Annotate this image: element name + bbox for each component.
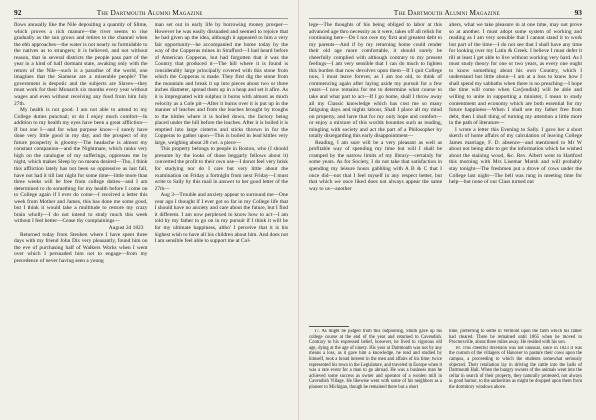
column-1 [14, 22, 148, 419]
footnote: 17. As might be judged from this outpouring, Smith gave up his college course at the end of the year and returned to Cavendish. Contrary to his expressed belief, however, he lived to vigorous old age, dying at the age of ninety. His year at Dartmouth was not by any means a loss, as it gave him a knowledge, he read and studied by himself, took a broad interest in the men and affairs of his time; twice represented his town in the Legislature, and traveled in Europe when it was a rare event for a man to go abroad. He was a business man he achieved some success as owner and operator of a woolen mill in Cavendish Village. He likewise went with some of his neighbors as a pioneer to Michigan, though he remained there but a short [309, 329, 442, 390]
column-2 [155, 22, 289, 419]
date-heading: August 2d 1823 [108, 224, 144, 231]
paragraph: Reading, I am sure will be a very pleasant as well as profitable way of spending my time but will I shall be cramped by the narrow limits of my library—certainly for some years. As for Society, I do not take that satisfaction in spending my leisure hours gabbling with A B & C that I once did—not that I feel myself in any respect better, but that which we once liked does not always appear the same way to us—another [309, 139, 442, 192]
paragraph: man set out in early life by borrowing money prosper—However he was easily dissuaded and seemed to rejoice that he had given up the idea, although it appeared to him a very fair opportunity—he accompanied me home today by the way of the Copperas mines in Strafford—I had heard before of American Copperas, but had forgotten that it was the Country that produced it—The hill where it is found is considerably large principally covered with this stone from which the Copperas is made. They first dig the stone from the mountain and break it up into pieces about two or three inches diameter, spread them up in a heap and set it afire. As it is impregnated with sulphur it burns with almost as much velocity as a Cole pit—After it burns over it is put up in the manner of leaches and from the leaches brought by troughs to the kittles where it is boiled down, the factory being placed under the hill before the leaches. After it is boiled it is emptied into large cisterns and sticks thrown in for the Copperas to gather upon—This is boiled in lead kittles very large, weighing about 28 cwt. a piece— [154, 22, 288, 146]
footnote-column-2 [449, 329, 582, 419]
paragraph: I wrote a letter this Evening to Sally. I gave her a short sketch of home affairs of my calculation of leaving College James marriage, F. D. absence—and mentioned to Mr W about not being able to get the information which he wished about the staining wood, &c. Rev. Albert went to Hartford this morning with Mrs Lisemar Marsh and will probably stay tonight—The freshmen put a drove of cows under the College last night—The bell was rung in meeting time for help—but none of our Class turned out [449, 126, 582, 186]
page-number: 92 [14, 8, 22, 17]
footnotes [309, 329, 582, 419]
running-title: The Dartmouth Alumni Magazine [96, 8, 203, 17]
paragraph: My health is not good. I am not able to attend to my College duties punctual; or do I enjoy much comfort—In addition to my health my eyes have been a great affliction—If but one I—and for what purpose know—I surely have done very little good in my day, and the prospect of my future prosperity is gloomy—The headache is almost my constant companion—and the Nightmare, which ranks very high on the catalogue of my sufferings, oppresses me by night, which makes Sleep by no means desired—Tho, I think this affliction lately has not been so oppressive as last fall, have not had it till last night for some time—little more than three weeks will be free from college duties—and I am determined to do something for my health before I come on to College again if I ever do come—I received a letter this week from Mother and James, this has done me some good, but I think it would take a multitude to restore my crazy brain wholly—I do not intend to study much this week without I feel better—Cease thy complainings— [14, 107, 148, 225]
footnote: time, preferring to settle in Vermont upon the farm which his father had cleared. There he remained until 1865 when he moved to Proctorsville, about three miles away. He resided with his son. [449, 329, 582, 346]
page-number: 93 [574, 8, 582, 17]
footnote-divider [309, 326, 349, 327]
paragraph: Aug 3—Trouble and anxiety appear to surround me—One year ago I thought if I ever got so far in my College life that I should have no anxiety and care about the future, but I find it different. I am now perplexed to know how to act—I am told by my father to go on in my pursuit if I think it will be for my ultimate happiness, altho' I perceive that it is his highest wish to have all his children about him. And does not I am sensible feel able to support me at Col- [154, 192, 288, 245]
paragraph: flows annually like the Nile depositing a quantity of Slime, which proves a rich manure—the river seems to rise gradually as the sun grows and retires to the channel when the ebb approaches—the water is not nearly so formidable to the natives as to strangers; it is believed, and not without reason, that in several districts the people pass part of the year in a kind of half dormant state, awaking only with the return of the Nile—such is a paradise of the world, one imagines that the Siamese are a miserable people? The government is despotic and the subjects are Slaves—they must work for their Monarch six months every year without wages and even without receiving any food from him July 27th. [14, 22, 148, 107]
right-page-body [309, 22, 582, 419]
running-title: The Dartmouth Alumni Magazine [393, 8, 500, 17]
column-2 [449, 22, 582, 322]
footnote: 18. This cheerful diversion was not unusual, since in 1823 it was the custom of the villagers of Hanover to pasture their cows upon the campus, a proceeding to which the students somewhat seriously objected. Their retaliation lay in driving the cattle into the halls of Dartmouth Hall. When the hungry owners of the animals went into the cellar in search of their property, they naturally protested, not always in good humor, to the authorities as might be dropped upon them from the dormitory windows above. [449, 345, 582, 390]
footnote-column-1 [309, 329, 442, 419]
paragraph: lege—The thoughts of his being obliged to labor at this advanced age thro necessity as it were, takes off all relish for continuing here—Do I not owe my first and greatest debt to my parents—And if by my returning home could render their old age more comfortable, it should surely be cheerfully complied with although contrary to my present feelings—I am very sensible that I can do much to lighten this burden that now devolves upon them—If I quit College now, I must leave forever, as I am too old, to think of commencing again after laying aside my pursuit for a few years—I now remains for me to determine what course to take and what part to act—If I go home, shall I throw away all my Classic knowledge which has cost me so many fatiguing days and nights labour, Shall I place all my mind on property, and have that for my only hope and comfort—or enjoy a mixture of this worlds bounties such as reading, mingling with society and act the part of a Philosopher by totally disregarding this early disappointment— [309, 22, 442, 140]
paragraph: Returned today from Steuben where I have spent three days with my friend John Dix very pleasantly, found him on the eve of purchasing half of Walkers Works when I went over which I persuaded him not to engage—from my precedence of never having seen a young [14, 231, 148, 264]
column-1 [309, 22, 442, 322]
left-page-columns [14, 22, 288, 419]
right-page-header [309, 8, 582, 19]
right-page [298, 0, 596, 420]
left-page-header [14, 8, 288, 19]
paragraph: alters, what we take pleasure in at one time, may not prove so at another. I must adopt some system of working and reading as I am very sensible that I cannot stand it to work but part of the time—I do not see that I shall have any time for looking over my Latin & Greek. I believe I must defer it till at least I get able to live without working very hard. As I must study theory for one or two years, as every one ought to know something about his own Country, which I understand but little about—I am at a loss to know how I shall spend my sabbaths when there is no preaching—I hope the time will come when Cav[endish] will be able and willing to unite in supporting a minister, I mean to study contentment and economy which are both essential for my future happiness—When I shall see my father free from debt, then I shall thing of turning my attention a little more in the path of literature— [449, 22, 582, 127]
paragraph: This property belongs to people in Boston, who (I should presume by the looks of those beggarly fellows about it) converted the profit to their own use—I donot feel very brisk for studying nor do I care but very little about the examination on Friday a fortnight from next Friday—I must write to Sally by this mail in answer to her good letter of the 27th— [154, 146, 288, 192]
right-page-columns [309, 22, 582, 322]
